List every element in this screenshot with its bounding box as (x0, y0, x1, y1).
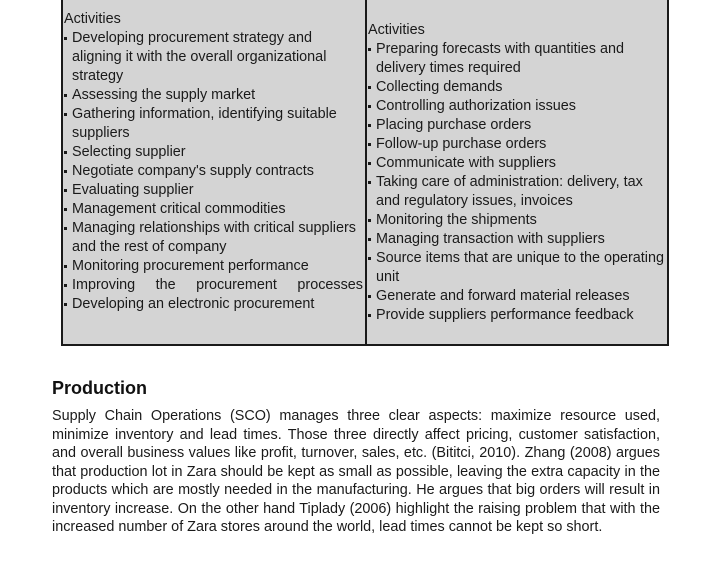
list-item: Selecting supplier (63, 143, 363, 162)
list-item: Follow-up purchase orders (367, 135, 667, 154)
list-item: Management critical commodities (63, 200, 363, 219)
table-right-column (367, 0, 667, 325)
list-item: Taking care of administration: delivery, tax and regulatory issues, invoices (367, 173, 667, 211)
table-left-column (63, 0, 363, 314)
list-item: Preparing forecasts with quantities and delivery times required (367, 40, 667, 78)
right-activity-list (367, 40, 667, 325)
list-item: Collecting demands (367, 78, 667, 97)
list-item: Managing relationships with critical suppliers and the rest of company (63, 219, 363, 257)
list-item: Improving the procurement processes (63, 276, 363, 295)
list-item: Gathering information, identifying suitable suppliers (63, 105, 363, 143)
list-item: Communicate with suppliers (367, 154, 667, 173)
list-item: Developing an electronic procurement (63, 295, 363, 314)
list-item: Provide suppliers performance feedback (367, 306, 667, 325)
section-title: Production (52, 378, 147, 398)
list-item: Controlling authorization issues (367, 97, 667, 116)
list-item: Placing purchase orders (367, 116, 667, 135)
left-column-heading: Activities (64, 11, 121, 27)
left-activity-list (63, 29, 363, 314)
list-item: Evaluating supplier (63, 181, 363, 200)
list-item: Generate and forward material releases (367, 287, 667, 306)
list-item: Assessing the supply market (63, 86, 363, 105)
list-item: Monitoring procurement performance (63, 257, 363, 276)
body-paragraph: Supply Chain Operations (SCO) manages three clear aspects: maximize resource used, minimize inventory and lead times. Those three directly affect pricing, customer satisfaction, and overall business values like profit, turnover, sales, etc. (Bititci, 2010). Zhang (2008) argues that production lot in Zara should be kept as small as possible, leaving the extra capacity in the products which are mostly needed in the manufacturing. He argues that big orders will result in inventory increase. On the other hand Tiplady (2006) highlight the raising problem that with the increased number of Zara stores around the world, lead times cannot be kept so short. (52, 408, 660, 535)
list-item: Monitoring the shipments (367, 211, 667, 230)
activities-table (61, 0, 669, 346)
right-column-heading: Activities (368, 22, 425, 38)
list-item: Developing procurement strategy and aligning it with the overall organizational strategy (63, 29, 363, 86)
list-item: Negotiate company's supply contracts (63, 162, 363, 181)
list-item: Source items that are unique to the operating unit (367, 249, 667, 287)
list-item: Managing transaction with suppliers (367, 230, 667, 249)
